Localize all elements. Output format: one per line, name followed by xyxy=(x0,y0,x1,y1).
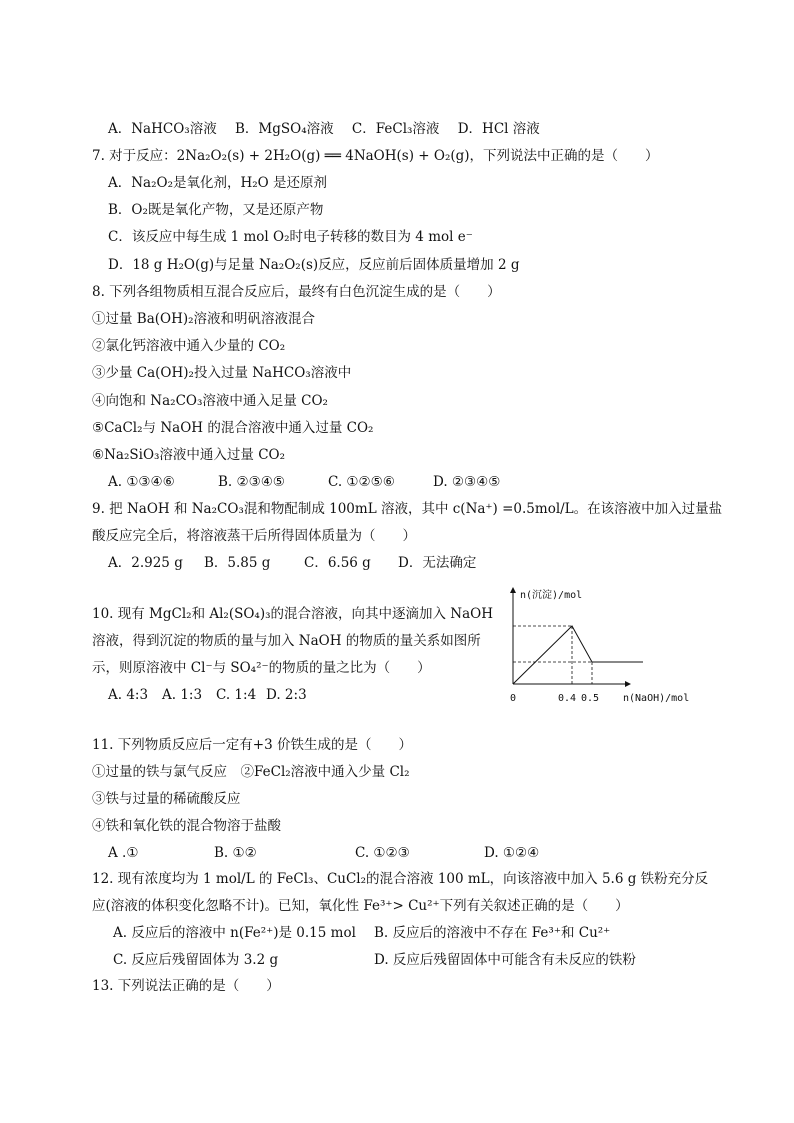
q8-item-4: ④向饱和 Na₂CO₃溶液中通入足量 CO₂ xyxy=(92,393,328,409)
q10-stem-line1: 10. 现有 MgCl₂和 Al₂(SO₄)₃的混合溶液，向其中逐滴加入 NaOH xyxy=(92,606,494,622)
q8-item-2: ②氯化钙溶液中通入少量的 CO₂ xyxy=(92,338,286,354)
q8-item-1: ①过量 Ba(OH)₂溶液和明矾溶液混合 xyxy=(92,311,316,327)
q9-options xyxy=(108,554,476,572)
q6-option-a: A．NaHCO₃溶液 xyxy=(108,121,217,137)
q12-option-a: A. 反应后的溶液中 n(Fe²⁺)是 0.15 mol xyxy=(113,925,356,941)
q8-option-d: D. ②③④⑤ xyxy=(433,474,501,490)
q9-stem-line2: 酸反应完全后，将溶液蒸干后所得固体质量为（ ） xyxy=(92,528,416,544)
q11-option-a: A .① xyxy=(108,845,139,861)
graph-tick-0.4: 0.4 xyxy=(558,693,577,704)
q10-stem-line2: 溶液，得到沉淀的物质的量与加入 NaOH 的物质的量关系如图所 xyxy=(92,633,481,649)
q8-item-3: ③少量 Ca(OH)₂投入过量 NaHCO₃溶液中 xyxy=(92,365,352,381)
q10-stem-line3: 示，则原溶液中 Cl⁻与 SO₄²⁻的物质的量之比为（ ） xyxy=(92,660,431,676)
q10-option-b: A. 1:3 xyxy=(162,687,203,703)
q11-item-line2: ③铁与过量的稀硫酸反应 xyxy=(92,791,241,807)
q11-options xyxy=(108,844,539,862)
q10-precipitate-graph xyxy=(500,582,700,708)
q8-options xyxy=(108,473,500,491)
graph-curve xyxy=(513,626,643,684)
q12-option-b: B. 反应后的溶液中不存在 Fe³⁺和 Cu²⁺ xyxy=(374,925,611,941)
graph-tick-0.5: 0.5 xyxy=(581,693,600,704)
q7-option-c: C．该反应中每生成 1 mol O₂时电子转移的数目为 4 mol e⁻ xyxy=(108,229,473,245)
q9-option-a: A．2.925 g xyxy=(108,555,183,571)
q9-option-d: D．无法确定 xyxy=(398,555,477,571)
q6-options xyxy=(108,120,554,138)
q9-option-b: B．5.85 g xyxy=(204,555,271,571)
q10-option-c: C. 1:4 xyxy=(216,687,257,703)
q11-option-b: B. ①② xyxy=(214,845,257,861)
graph-x-label: n(NaOH)/mol xyxy=(623,693,690,704)
q11-item-line3: ④铁和氧化铁的混合物溶于盐酸 xyxy=(92,818,281,834)
q9-stem-line1: 9. 把 NaOH 和 Na₂CO₃混和物配制成 100mL 溶液，其中 c(Na⁺) =0.5mol/L。在该溶液中加入过量盐 xyxy=(92,501,723,517)
q8-item-6: ⑥Na₂SiO₃溶液中通入过量 CO₂ xyxy=(92,447,286,463)
q7-option-b: B．O₂既是氧化产物，又是还原产物 xyxy=(108,202,324,218)
q13-stem: 13. 下列说法正确的是（ ） xyxy=(92,978,280,994)
q8-item-5: ⑤CaCl₂与 NaOH 的混合溶液中通入过量 CO₂ xyxy=(92,420,374,436)
q10-option-d: D. 2:3 xyxy=(266,687,307,703)
q7-option-d: D．18 g H₂O(g)与足量 Na₂O₂(s)反应，反应前后固体质量增加 2 g xyxy=(108,257,520,273)
q10-options xyxy=(108,686,307,704)
q11-option-c: C. ①②③ xyxy=(355,845,410,861)
q6-option-b: B．MgSO₄溶液 xyxy=(235,121,334,137)
q12-stem-line1: 12. 现有浓度均为 1 mol/L 的 FeCl₃、CuCl₂的混合溶液 100 mL，向该溶液中加入 5.6 g 铁粉充分反 xyxy=(92,871,709,887)
q11-stem: 11. 下列物质反应后一定有+3 价铁生成的是（ ） xyxy=(92,737,412,753)
q8-stem: 8. 下列各组物质相互混合反应后，最终有白色沉淀生成的是（ ） xyxy=(92,284,501,300)
graph-y-label: n(沉淀)/mol xyxy=(520,590,583,601)
q7-option-a: A．Na₂O₂是氧化剂，H₂O 是还原剂 xyxy=(108,175,328,191)
q8-option-a: A. ①③④⑥ xyxy=(108,474,175,490)
q12-option-c: C. 反应后残留固体为 3.2 g xyxy=(113,952,279,968)
q7-stem: 7. 对于反应：2Na₂O₂(s) + 2H₂O(g) ══ 4NaOH(s) + O₂(g)，下列说法中正确的是（ ） xyxy=(92,148,659,164)
q11-option-d: D. ①②④ xyxy=(484,845,540,861)
q8-option-b: B. ②③④⑤ xyxy=(218,474,285,490)
q11-item-line1: ①过量的铁与氯气反应 ②FeCl₂溶液中通入少量 Cl₂ xyxy=(92,764,410,780)
graph-origin-label: 0 xyxy=(510,693,517,704)
q12-option-d: D. 反应后残留固体中可能含有未反应的铁粉 xyxy=(374,952,636,968)
q9-option-c: C．6.56 g xyxy=(304,555,371,571)
q8-option-c: C. ①②⑤⑥ xyxy=(328,474,395,490)
q12-stem-line2: 应(溶液的体积变化忽略不计)。已知，氧化性 Fe³⁺> Cu²⁺下列有关叙述正确的是（ ） xyxy=(92,898,629,914)
q6-option-d: D．HCl 溶液 xyxy=(457,121,540,137)
q6-option-c: C．FeCl₃溶液 xyxy=(351,121,440,137)
q10-option-a: A. 4:3 xyxy=(108,687,149,703)
